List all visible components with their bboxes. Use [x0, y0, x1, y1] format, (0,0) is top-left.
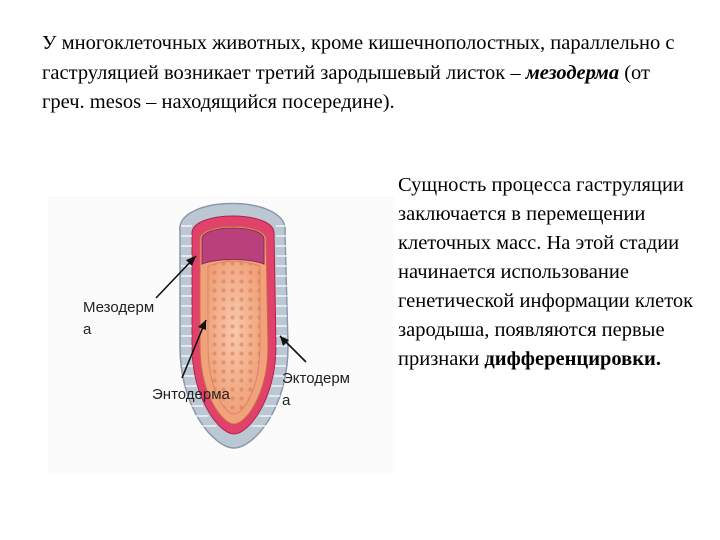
label-endoderm: Энтодерма — [152, 386, 230, 403]
intro-paragraph — [42, 29, 682, 118]
label-mesoderm: Мезодерм а — [83, 299, 155, 338]
blastopore-cavity — [202, 228, 264, 264]
intro-text-end: (от греч. mesos – находящийся посередине). — [42, 61, 650, 113]
gastrula-illustration — [48, 196, 394, 474]
intro-term-mesoderm: мезодерма — [525, 61, 620, 84]
gastrulation-description — [398, 171, 716, 374]
label-ectoderm: Эктодерм а — [282, 370, 350, 409]
description-term-differentiation: дифференцировки. — [484, 348, 661, 370]
description-text: Сущность процесса гаструляции заключается в перемещении клеточных масс. На этой стадии начинается использование генетической информации клеток зародыша, появляются первые признаки — [398, 174, 694, 370]
intro-text-start: У многоклеточных животных, кроме кишечнополостных, параллельно с гаструляцией возникает третий зародышевый листок – — [42, 32, 675, 84]
